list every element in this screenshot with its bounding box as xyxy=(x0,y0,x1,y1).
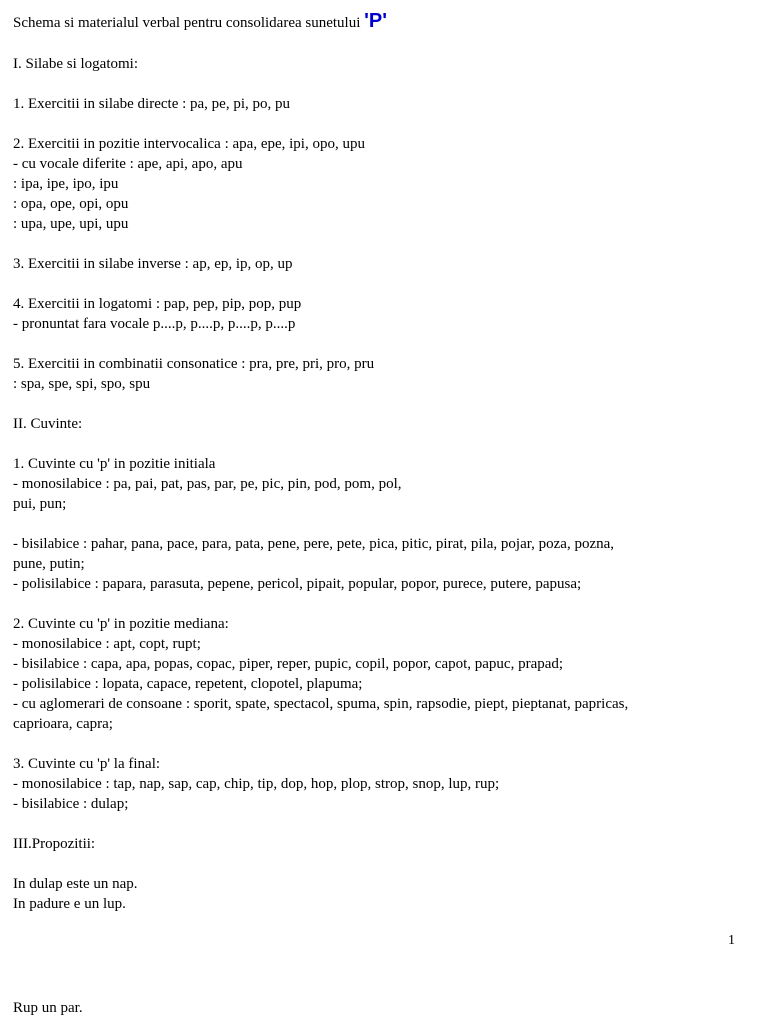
body-text-line: - bisilabice : capa, apa, popas, copac, piper, reper, pupic, copil, popor, capot, papuc, prapad; xyxy=(13,656,564,672)
blank-line xyxy=(13,814,753,834)
body-text-line: pune, putin; xyxy=(13,556,85,572)
page-number: 1 xyxy=(728,933,735,948)
blank-line xyxy=(13,434,753,454)
body-text-line: - polisilabice : papara, parasuta, pepene, pericol, pipait, popular, popor, purece, putere, papusa; xyxy=(13,576,582,592)
blank-line xyxy=(13,114,753,134)
blank-line xyxy=(13,274,753,294)
body-text-line: I. Silabe si logatomi: xyxy=(13,56,138,72)
blank-line xyxy=(13,34,753,54)
body-text-line: - cu vocale diferite : ape, api, apo, apu xyxy=(13,156,243,172)
next-page-text-line: Rup un par. xyxy=(13,1000,83,1016)
body-text-line: : spa, spe, spi, spo, spu xyxy=(13,376,151,392)
body-text-line: - cu aglomerari de consoane : sporit, spate, spectacol, spuma, spin, rapsodie, piept, pieptanat, papricas, xyxy=(13,696,629,712)
body-text-line: - polisilabice : lopata, capace, repetent, clopotel, plapuma; xyxy=(13,676,363,692)
blank-line xyxy=(13,74,753,94)
body-text-line: 5. Exercitii in combinatii consonatice : pra, pre, pri, pro, pru xyxy=(13,356,375,372)
body-text-line: 2. Cuvinte cu 'p' in pozitie mediana: xyxy=(13,616,229,632)
title-sound-accent: 'P' xyxy=(364,10,387,32)
blank-line xyxy=(13,854,753,874)
body-text-line: : opa, ope, opi, opu xyxy=(13,196,129,212)
body-text-line: - monosilabice : pa, pai, pat, pas, par, pe, pic, pin, pod, pom, pol, xyxy=(13,476,402,492)
body-text-line: 1. Cuvinte cu 'p' in pozitie initiala xyxy=(13,456,216,472)
body-text-line: - bisilabice : dulap; xyxy=(13,796,129,812)
document-page xyxy=(13,8,753,914)
body-text-line: caprioara, capra; xyxy=(13,716,113,732)
body-text-line: - bisilabice : pahar, pana, pace, para, pata, pene, pere, pete, pica, pitic, pirat, pila, pojar, poza, pozna, xyxy=(13,536,615,552)
body-text-line: - monosilabice : tap, nap, sap, cap, chip, tip, dop, hop, plop, strop, snop, lup, rup; xyxy=(13,776,500,792)
body-text-line: 1. Exercitii in silabe directe : pa, pe, pi, po, pu xyxy=(13,96,291,112)
body-text-line: 3. Exercitii in silabe inverse : ap, ep, ip, op, up xyxy=(13,256,293,272)
body-text-line: pui, pun; xyxy=(13,496,67,512)
body-text-line: III.Propozitii: xyxy=(13,836,96,852)
body-text-line: 3. Cuvinte cu 'p' la final: xyxy=(13,756,161,772)
body-text-line: : ipa, ipe, ipo, ipu xyxy=(13,176,119,192)
body-text-line: In dulap este un nap. xyxy=(13,876,138,892)
body-text-line: - pronuntat fara vocale p....p, p....p, p....p, p....p xyxy=(13,316,296,332)
body-text-line: In padure e un lup. xyxy=(13,896,126,912)
document-title xyxy=(13,8,753,34)
document-body xyxy=(13,34,753,914)
blank-line xyxy=(13,734,753,754)
body-text-line: II. Cuvinte: xyxy=(13,416,83,432)
body-text-line: : upa, upe, upi, upu xyxy=(13,216,129,232)
blank-line xyxy=(13,334,753,354)
title-text: Schema si materialul verbal pentru consolidarea sunetului xyxy=(13,15,365,31)
body-text-line: 2. Exercitii in pozitie intervocalica : apa, epe, ipi, opo, upu xyxy=(13,136,365,152)
body-text-line: - monosilabice : apt, copt, rupt; xyxy=(13,636,201,652)
blank-line xyxy=(13,394,753,414)
blank-line xyxy=(13,234,753,254)
next-page-body xyxy=(13,998,753,1018)
blank-line xyxy=(13,514,753,534)
blank-line xyxy=(13,594,753,614)
body-text-line: 4. Exercitii in logatomi : pap, pep, pip, pop, pup xyxy=(13,296,302,312)
